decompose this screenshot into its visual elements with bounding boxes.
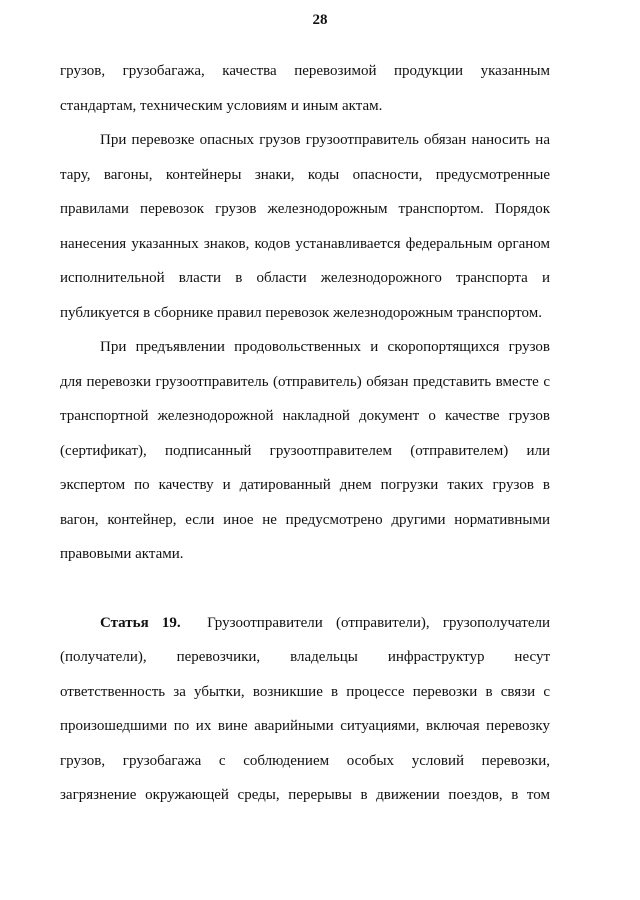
text-line: экспертом по качеству и датированный днем погрузки таких грузов в xyxy=(60,477,550,493)
text-line: правилами перевозок грузов железнодорожным транспортом. Порядок xyxy=(60,201,550,217)
article-first-line xyxy=(60,606,550,641)
text-line: транспортной железнодорожной накладной документ о качестве грузов xyxy=(60,408,550,424)
page-number: 28 xyxy=(312,12,328,28)
text-line: исполнительной власти в области железнодорожного транспорта и xyxy=(60,270,550,286)
text-line: тару, вагоны, контейнеры знаки, коды опасности, предусмотренные xyxy=(60,166,550,183)
text-line: загрязнение окружающей среды, перерывы в движении поездов, в том xyxy=(60,787,550,803)
text-line: грузов, грузобагажа, качества перевозимой продукции указанным xyxy=(60,63,550,79)
article-19 xyxy=(60,606,550,813)
paragraph-dangerous-goods xyxy=(60,123,550,330)
text-line: нанесения указанных знаков, кодов устанавливается федеральным органом xyxy=(60,235,550,252)
text-line: (сертификат), подписанный грузоотправителем (отправителем) или xyxy=(60,442,550,459)
text-line: ответственность за убытки, возникшие в процессе перевозки в связи с xyxy=(60,683,550,700)
article-label: Статья 19. xyxy=(100,614,181,631)
article-spacer xyxy=(60,572,550,606)
paragraph-continuation xyxy=(60,54,550,123)
text-line: произошедшими по их вине аварийными ситуациями, включая перевозку xyxy=(60,718,550,734)
paragraph-perishable-goods xyxy=(60,330,550,572)
text-line: для перевозки грузоотправитель (отправитель) обязан представить вместе с xyxy=(60,373,550,390)
text-line: (получатели), перевозчики, владельцы инфраструктур несут xyxy=(60,649,550,665)
text-fragment: Грузоотправители (отправители), грузополучатели xyxy=(207,614,550,631)
document-body xyxy=(60,54,550,813)
text-line: При перевозке опасных грузов грузоотправитель обязан наносить на xyxy=(100,132,550,148)
text-line: При предъявлении продовольственных и скоропортящихся грузов xyxy=(100,339,550,355)
text-line: стандартам, техническим условиям и иным актам. xyxy=(60,97,383,114)
text-line: грузов, грузобагажа с соблюдением особых условий перевозки, xyxy=(60,752,550,769)
text-line: публикуется в сборнике правил перевозок железнодорожным транспортом. xyxy=(60,304,542,321)
text-line: правовыми актами. xyxy=(60,546,184,562)
text-line: вагон, контейнер, если иное не предусмотрено другими нормативными xyxy=(60,511,550,528)
